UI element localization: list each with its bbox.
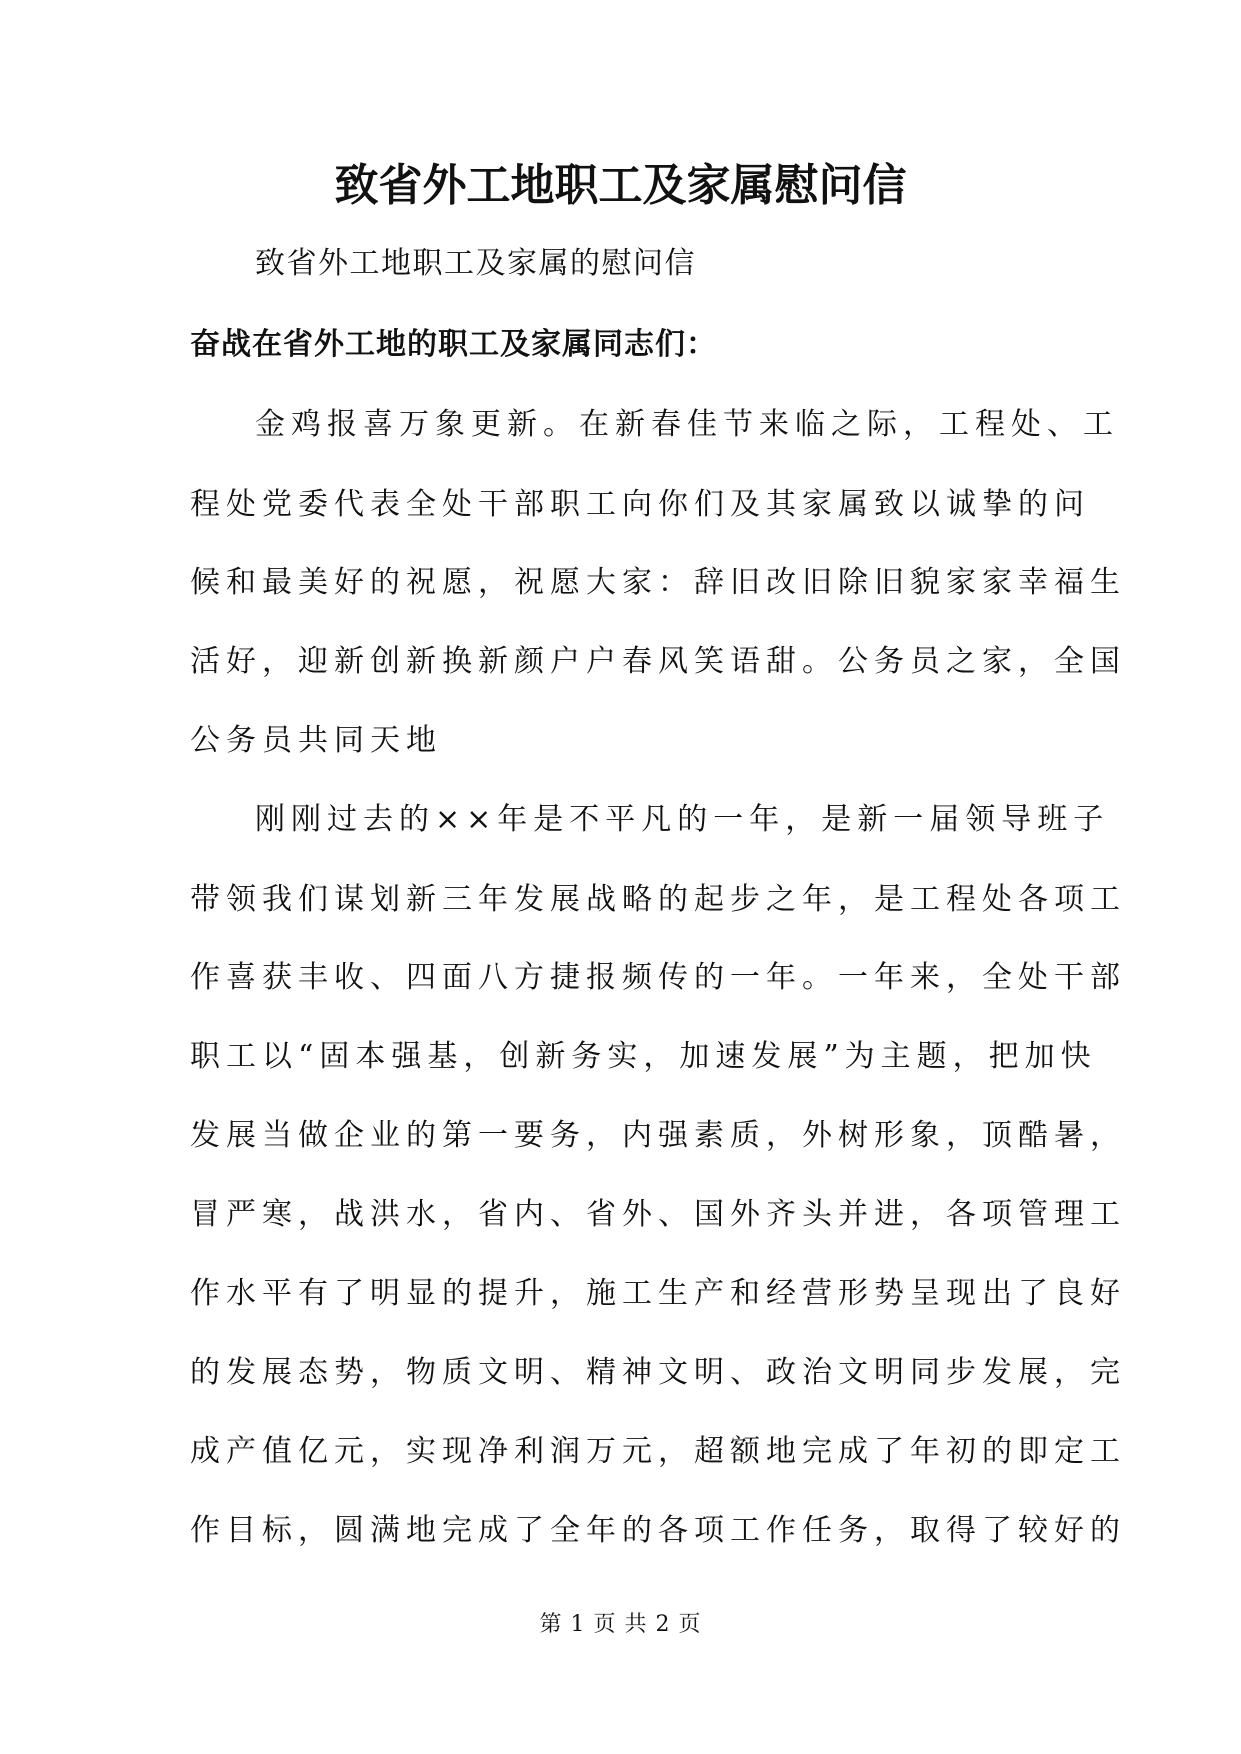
document-subtitle: 致省外工地职工及家属的慰问信	[255, 246, 696, 281]
paragraph-line: 发展当做企业的第一要务，内强素质，外树形象，顶酷暑，	[190, 1118, 1126, 1153]
paragraph-line: 带领我们谋划新三年发展战略的起步之年，是工程处各项工	[190, 882, 1126, 917]
paragraph-line: 候和最美好的祝愿，祝愿大家：辞旧改旧除旧貌家家幸福生	[190, 565, 1126, 600]
paragraph-line: 刚刚过去的××年是不平凡的一年，是新一届领导班子	[255, 802, 1110, 837]
paragraph-line: 的发展态势，物质文明、精神文明、政治文明同步发展，完	[190, 1355, 1126, 1390]
paragraph-line: 作水平有了明显的提升，施工生产和经营形势呈现出了良好	[190, 1276, 1126, 1311]
paragraph-line: 程处党委代表全处干部职工向你们及其家属致以诚挚的问	[190, 487, 1090, 522]
paragraph-line: 活好，迎新创新换新颜户户春风笑语甜。公务员之家，全国	[190, 644, 1126, 679]
paragraph-line: 作目标，圆满地完成了全年的各项工作任务，取得了较好的	[190, 1513, 1126, 1548]
salutation: 奋战在省外工地的职工及家属同志们：	[190, 327, 717, 362]
paragraph-line: 公务员共同天地	[190, 723, 442, 758]
paragraph-line: 作喜获丰收、四面八方捷报频传的一年。一年来，全处干部	[190, 960, 1126, 995]
paragraph-line: 冒严寒，战洪水，省内、省外、国外齐头并进，各项管理工	[190, 1197, 1126, 1232]
page-footer: 第 1 页 共 2 页	[539, 1612, 702, 1637]
paragraph-line: 成产值亿元，实现净利润万元，超额地完成了年初的即定工	[190, 1434, 1126, 1469]
document-title: 致省外工地职工及家属慰问信	[334, 160, 907, 211]
paragraph-line: 金鸡报喜万象更新。在新春佳节来临之际，工程处、工	[255, 407, 1119, 442]
paragraph-line: 职工以“固本强基，创新务实，加速发展”为主题，把加快	[190, 1039, 1097, 1074]
